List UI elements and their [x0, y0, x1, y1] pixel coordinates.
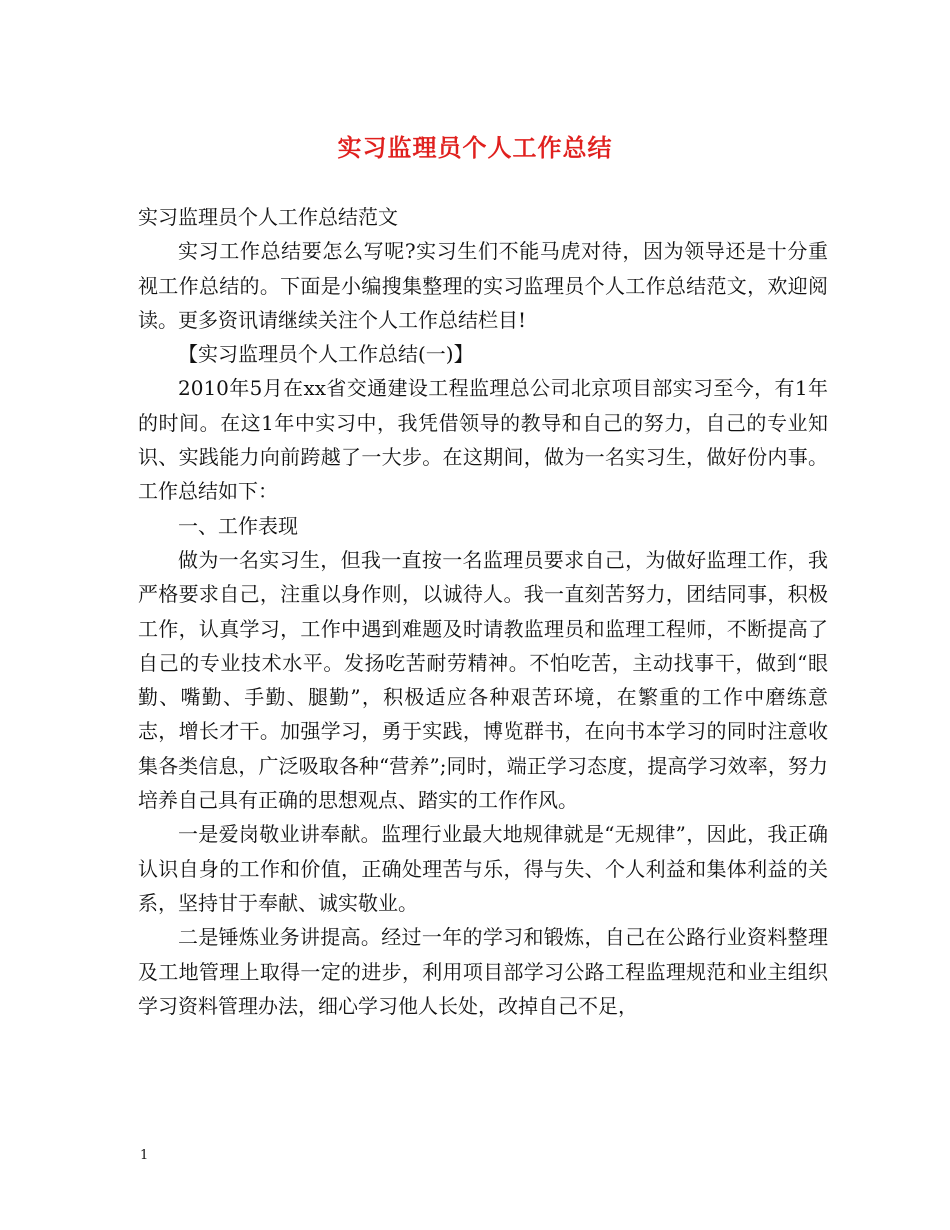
- body-paragraph: 2010年5月在xx省交通建设工程监理总公司北京项目部实习至今，有1年的时间。在这1年中实习中，我凭借领导的教导和自己的努力，自己的专业知识、实践能力向前跨越了一大步。在这期间，做为一名实习生，做好份内事。工作总结如下：: [138, 376, 828, 504]
- body-paragraph: 做为一名实习生，但我一直按一名监理员要求自己，为做好监理工作，我严格要求自己，注重以身作则，以诚待人。我一直刻苦努力，团结同事，积极工作，认真学习，工作中遇到难题及时请教监理员和监理工程师，不断提高了自己的专业技术水平。发扬吃苦耐劳精神。不怕吃苦，主动找事干，做到“眼勤、嘴勤、手勤、腿勤”，积极适应各种艰苦环境，在繁重的工作中磨练意志，增长才干。加强学习，勇于实践，博览群书，在向书本学习的同时注意收集各类信息，广泛吸取各种“营养”;同时，端正学习态度，提高学习效率，努力培养自己具有正确的思想观点、踏实的工作作风。: [138, 547, 828, 813]
- subtitle-paragraph: 实习监理员个人工作总结范文: [138, 205, 398, 229]
- page-number: 1: [140, 1148, 149, 1163]
- body-paragraph: 一是爱岗敬业讲奉献。监理行业最大地规律就是“无规律”，因此，我正确认识自身的工作和价值，正确处理苦与乐，得与失、个人利益和集体利益的关系，坚持甘于奉献、诚实敬业。: [138, 822, 828, 915]
- section-heading: 【实习监理员个人工作总结(一)】: [178, 342, 474, 367]
- body-paragraph: 二是锤炼业务讲提高。经过一年的学习和锻炼，自己在公路行业资料整理及工地管理上取得一定的进步，利用项目部学习公路工程监理规范和业主组织学习资料管理办法，细心学习他人长处，改掉自己不足，: [138, 925, 828, 1018]
- intro-paragraph: 实习工作总结要怎么写呢?实习生们不能马虎对待，因为领导还是十分重视工作总结的。下面是小编搜集整理的实习监理员个人工作总结范文，欢迎阅读。更多资讯请继续关注个人工作总结栏目!: [138, 239, 828, 332]
- subsection-heading: 一、工作表现: [178, 513, 298, 538]
- document-body: [138, 200, 828, 1023]
- document-title: 实习监理员个人工作总结: [337, 134, 613, 162]
